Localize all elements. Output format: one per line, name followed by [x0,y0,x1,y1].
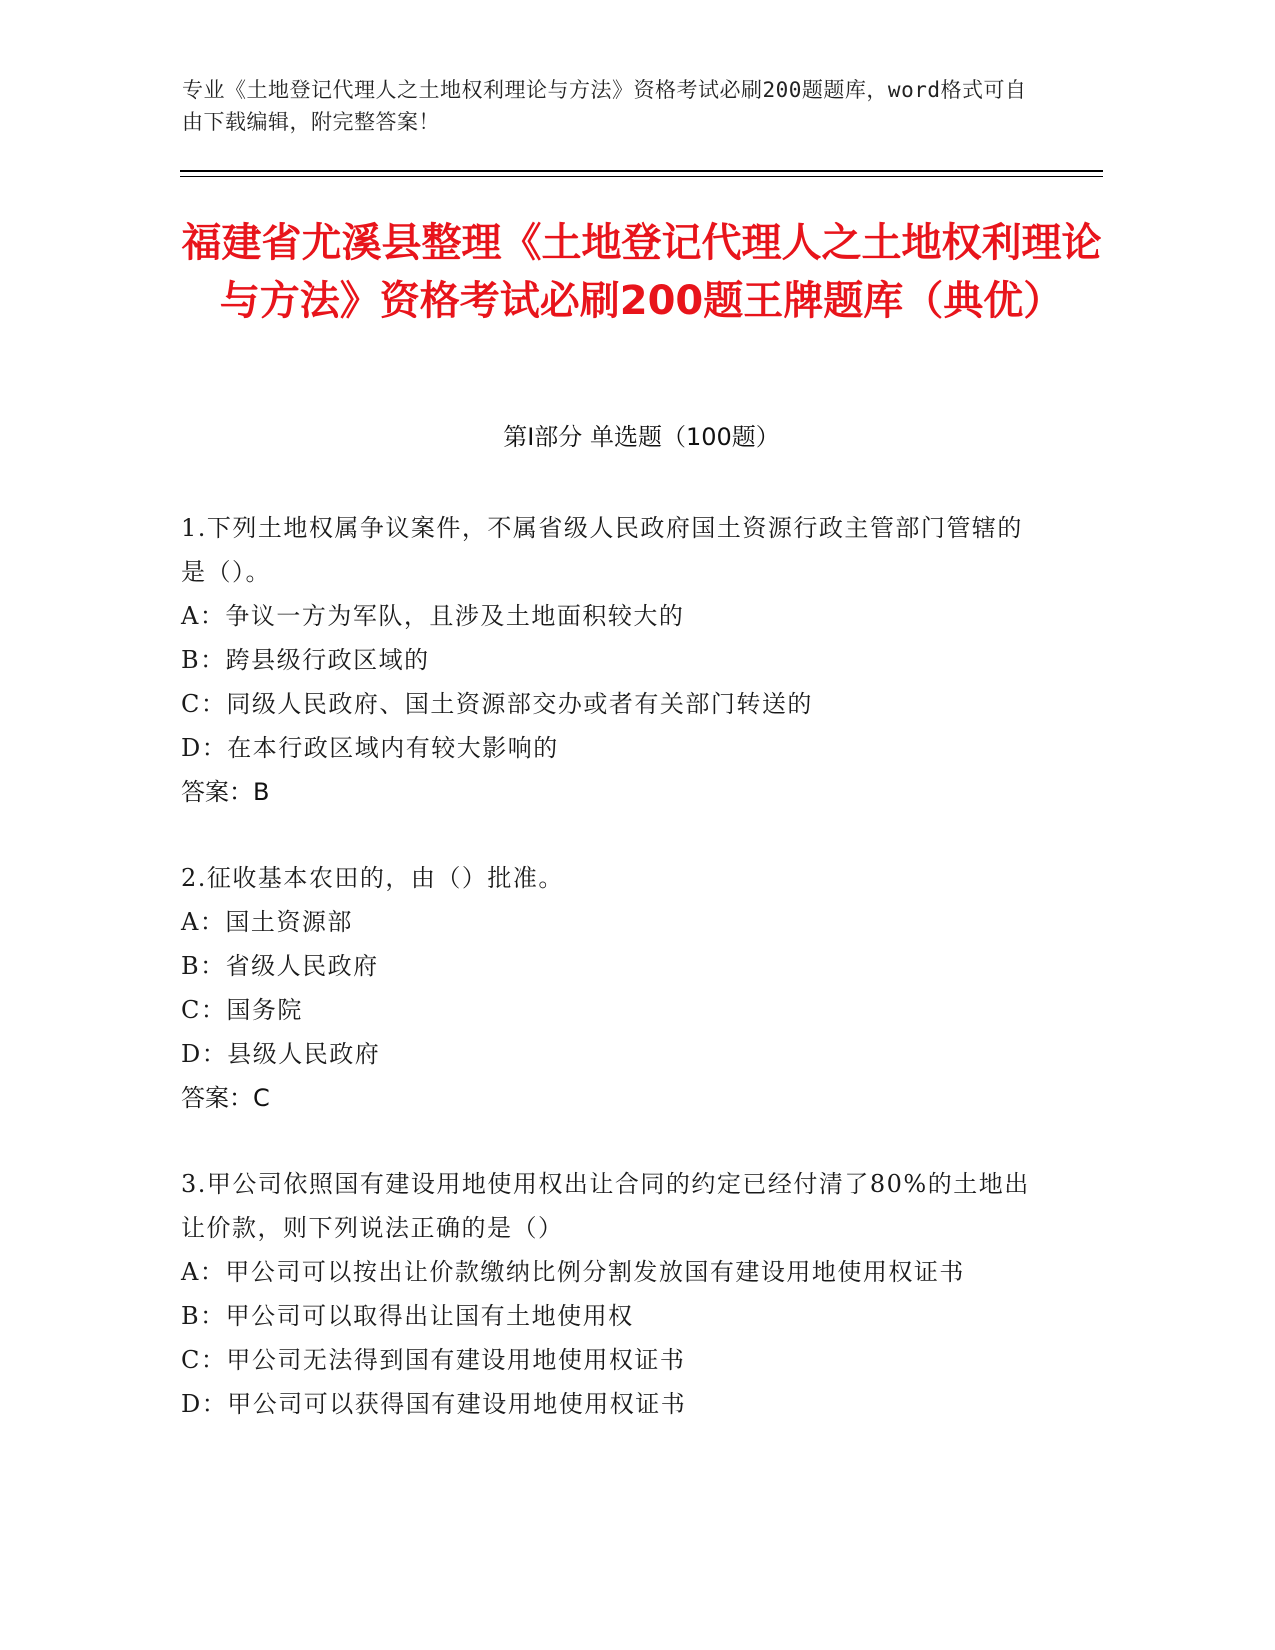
option-b: B：跨县级行政区域的 [181,646,430,674]
answer: 答案：C [181,1084,270,1112]
option-b: B：甲公司可以取得出让国有土地使用权 [181,1302,634,1330]
option-b: B：省级人民政府 [181,952,379,980]
option-a: A：争议一方为军队，且涉及土地面积较大的 [181,602,685,630]
option-a: A：国土资源部 [181,908,353,936]
question-list [181,506,1041,1468]
option-c: C：国务院 [181,996,303,1024]
question-stem: 3.甲公司依照国有建设用地使用权出让合同的约定已经付清了80%的土地出让价款，则下列说法正确的是（） [181,1170,1030,1242]
header-note: 专业《土地登记代理人之土地权利理论与方法》资格考试必刷200题题库，word格式可自由下载编辑，附完整答案！ [182,78,1027,134]
option-c: C：同级人民政府、国土资源部交办或者有关部门转送的 [181,690,813,718]
option-d: D：在本行政区域内有较大影响的 [181,734,559,762]
section-title: 第Ⅰ部分 单选题（100题） [503,423,780,451]
question-stem: 1.下列土地权属争议案件，不属省级人民政府国土资源行政主管部门管辖的是（）。 [181,514,1023,586]
option-d: D：甲公司可以获得国有建设用地使用权证书 [181,1390,687,1418]
question-3 [181,1162,1041,1426]
question-stem: 2.征收基本农田的，由（）批准。 [181,864,564,892]
option-d: D：县级人民政府 [181,1040,381,1068]
option-a: A：甲公司可以按出让价款缴纳比例分割发放国有建设用地使用权证书 [181,1258,965,1286]
header-divider-thick [180,170,1103,172]
main-title: 福建省尤溪县整理《土地登记代理人之土地权利理论与方法》资格考试必刷200题王牌题库（典优） [181,220,1102,324]
answer: 答案：B [181,778,270,806]
question-1 [181,506,1041,814]
header-divider-thin [180,176,1103,177]
option-c: C：甲公司无法得到国有建设用地使用权证书 [181,1346,686,1374]
question-2 [181,856,1041,1120]
